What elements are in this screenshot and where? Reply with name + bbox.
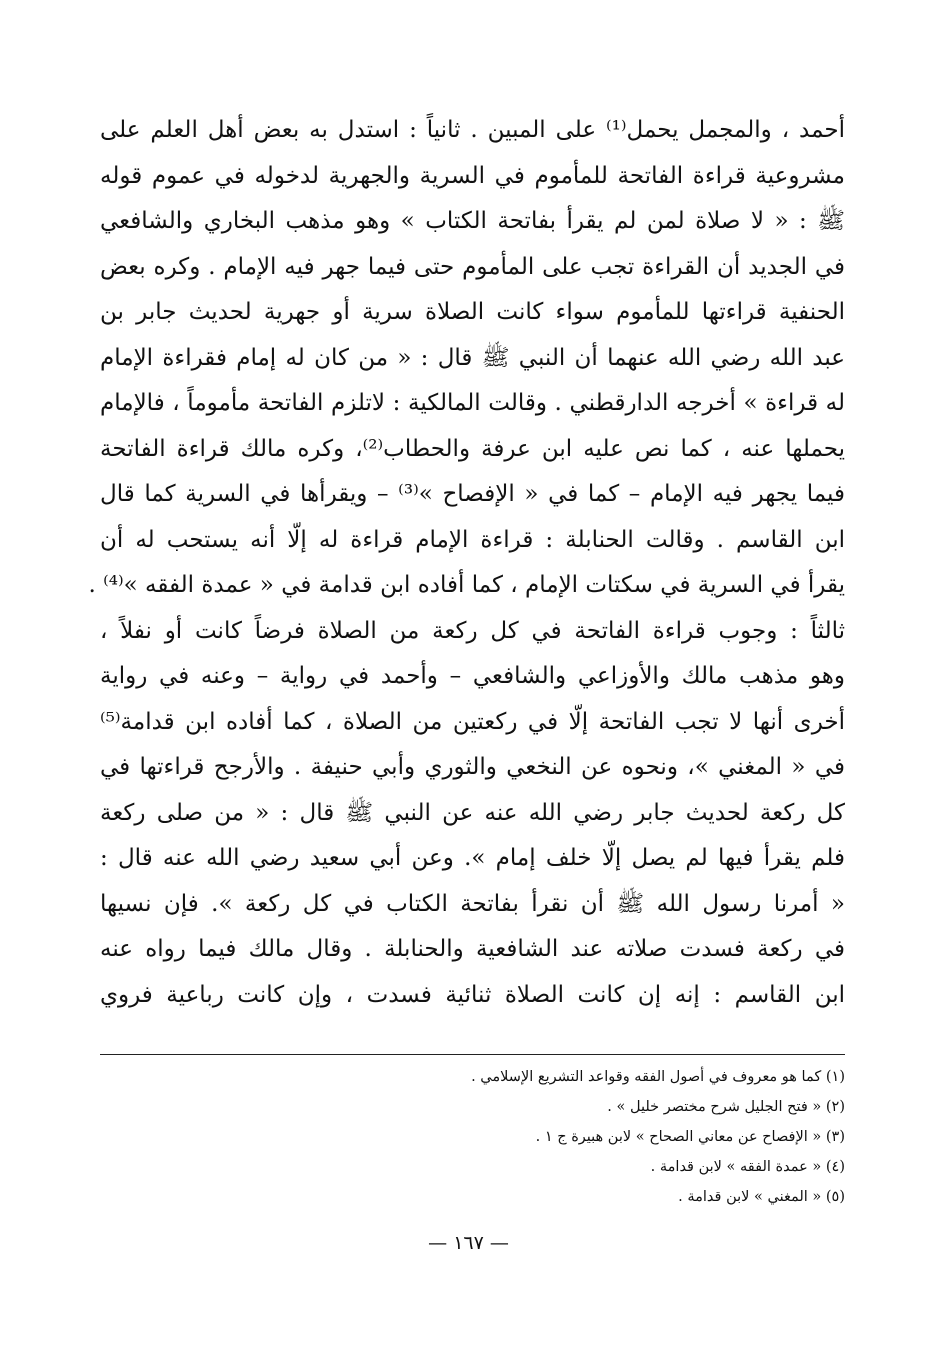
text-line: أحمد ، والمجمل يحمل⁽¹⁾ على المبين . ثانياً : استدل به بعض أهل العلم على <box>100 117 845 143</box>
text-line: وهو مذهب مالك والأوزاعي والشافعي – وأحمد في رواية – وعنه في رواية <box>100 663 845 689</box>
page-number: — ١٦٧ — <box>428 1232 509 1254</box>
text-line: في « المغني »، ونحوه عن النخعي والثوري وأبي حنيفة . والأرجح قراءتها في <box>100 754 845 780</box>
text-line: يحملها عنه ، كما نص عليه ابن عرفة والحطاب⁽²⁾، وكره مالك قراءة الفاتحة <box>100 435 845 462</box>
footnote: (٣) « الإفصاح عن معاني الصحاح » لابن هبيرة ج ١ . <box>535 1129 845 1145</box>
text-line: « أمرنا رسول الله ﷺ أن نقرأ بفاتحة الكتاب في كل ركعة ». فإن نسيها <box>100 890 845 917</box>
text-line: في ركعة فسدت صلاته عند الشافعية والحنابلة . وقال مالك فيما رواه عنه <box>100 936 845 962</box>
text-line: ﷺ : « لا صلاة لمن لم يقرأ بفاتحة الكتاب » وهو مذهب البخاري والشافعي <box>100 208 845 234</box>
text-line: يقرأ في السرية في سكتات الإمام ، كما أفاده ابن قدامة في « عمدة الفقه »⁽⁴⁾ . <box>88 572 845 598</box>
text-line: ابن القاسم . وقالت الحنابلة : قراءة الإمام قراءة له إلّا أنه يستحب له أن <box>100 526 845 553</box>
text-line: ثالثاً : وجوب قراءة الفاتحة في كل ركعة من الصلاة فرضاً كانت أو نفلاً ، <box>100 617 845 644</box>
footnote: (١) كما هو معروف في أصول الفقه وقواعد التشريع الإسلامي . <box>471 1069 845 1085</box>
text-line: فيما يجهر فيه الإمام – كما في « الإفصاح »⁽³⁾ – ويقرأها في السرية كما قال <box>100 481 845 507</box>
footnote: (٤) « عمدة الفقه » لابن قدامة . <box>650 1159 845 1175</box>
text-line: في الجديد أن القراءة تجب على المأموم حتى فيما جهر فيه الإمام . وكره بعض <box>100 253 845 280</box>
footnote: (٢) « فتح الجليل شرح مختصر خليل » . <box>607 1099 845 1115</box>
text-line: كل ركعة لحديث جابر رضي الله عنه عن النبي ﷺ قال : « من صلى ركعة <box>100 799 845 826</box>
text-line: عبد الله رضي الله عنهما أن النبي ﷺ قال : « من كان له إمام فقراءة الإمام <box>100 344 845 371</box>
text-line: له قراءة » أخرجه الدارقطني . وقالت المالكية : لاتلزم الفاتحة مأموماً ، فالإمام <box>100 390 845 416</box>
text-line: أخرى أنها لا تجب الفاتحة إلّا في ركعتين من الصلاة ، كما أفاده ابن قدامة⁽⁵⁾ <box>100 708 845 735</box>
text-line: الحنفية قراءتها للمأموم سواء كانت الصلاة سرية أو جهرية لحديث جابر بن <box>100 299 845 325</box>
main-text <box>88 108 845 1018</box>
text-line: مشروعية قراءة الفاتحة للمأموم في السرية والجهرية لدخوله في عموم قوله <box>100 162 845 189</box>
footnote-divider <box>100 1054 845 1055</box>
text-line: ابن القاسم : إنه إن كانت الصلاة ثنائية فسدت ، وإن كانت رباعية فروي <box>100 981 845 1008</box>
footnote: (٥) « المغني » لابن قدامة . <box>678 1189 845 1205</box>
text-line: فلم يقرأ فيها لم يصل إلّا خلف إمام ». وعن أبي سعيد رضي الله عنه قال : <box>100 845 845 871</box>
footnotes <box>100 1062 845 1212</box>
